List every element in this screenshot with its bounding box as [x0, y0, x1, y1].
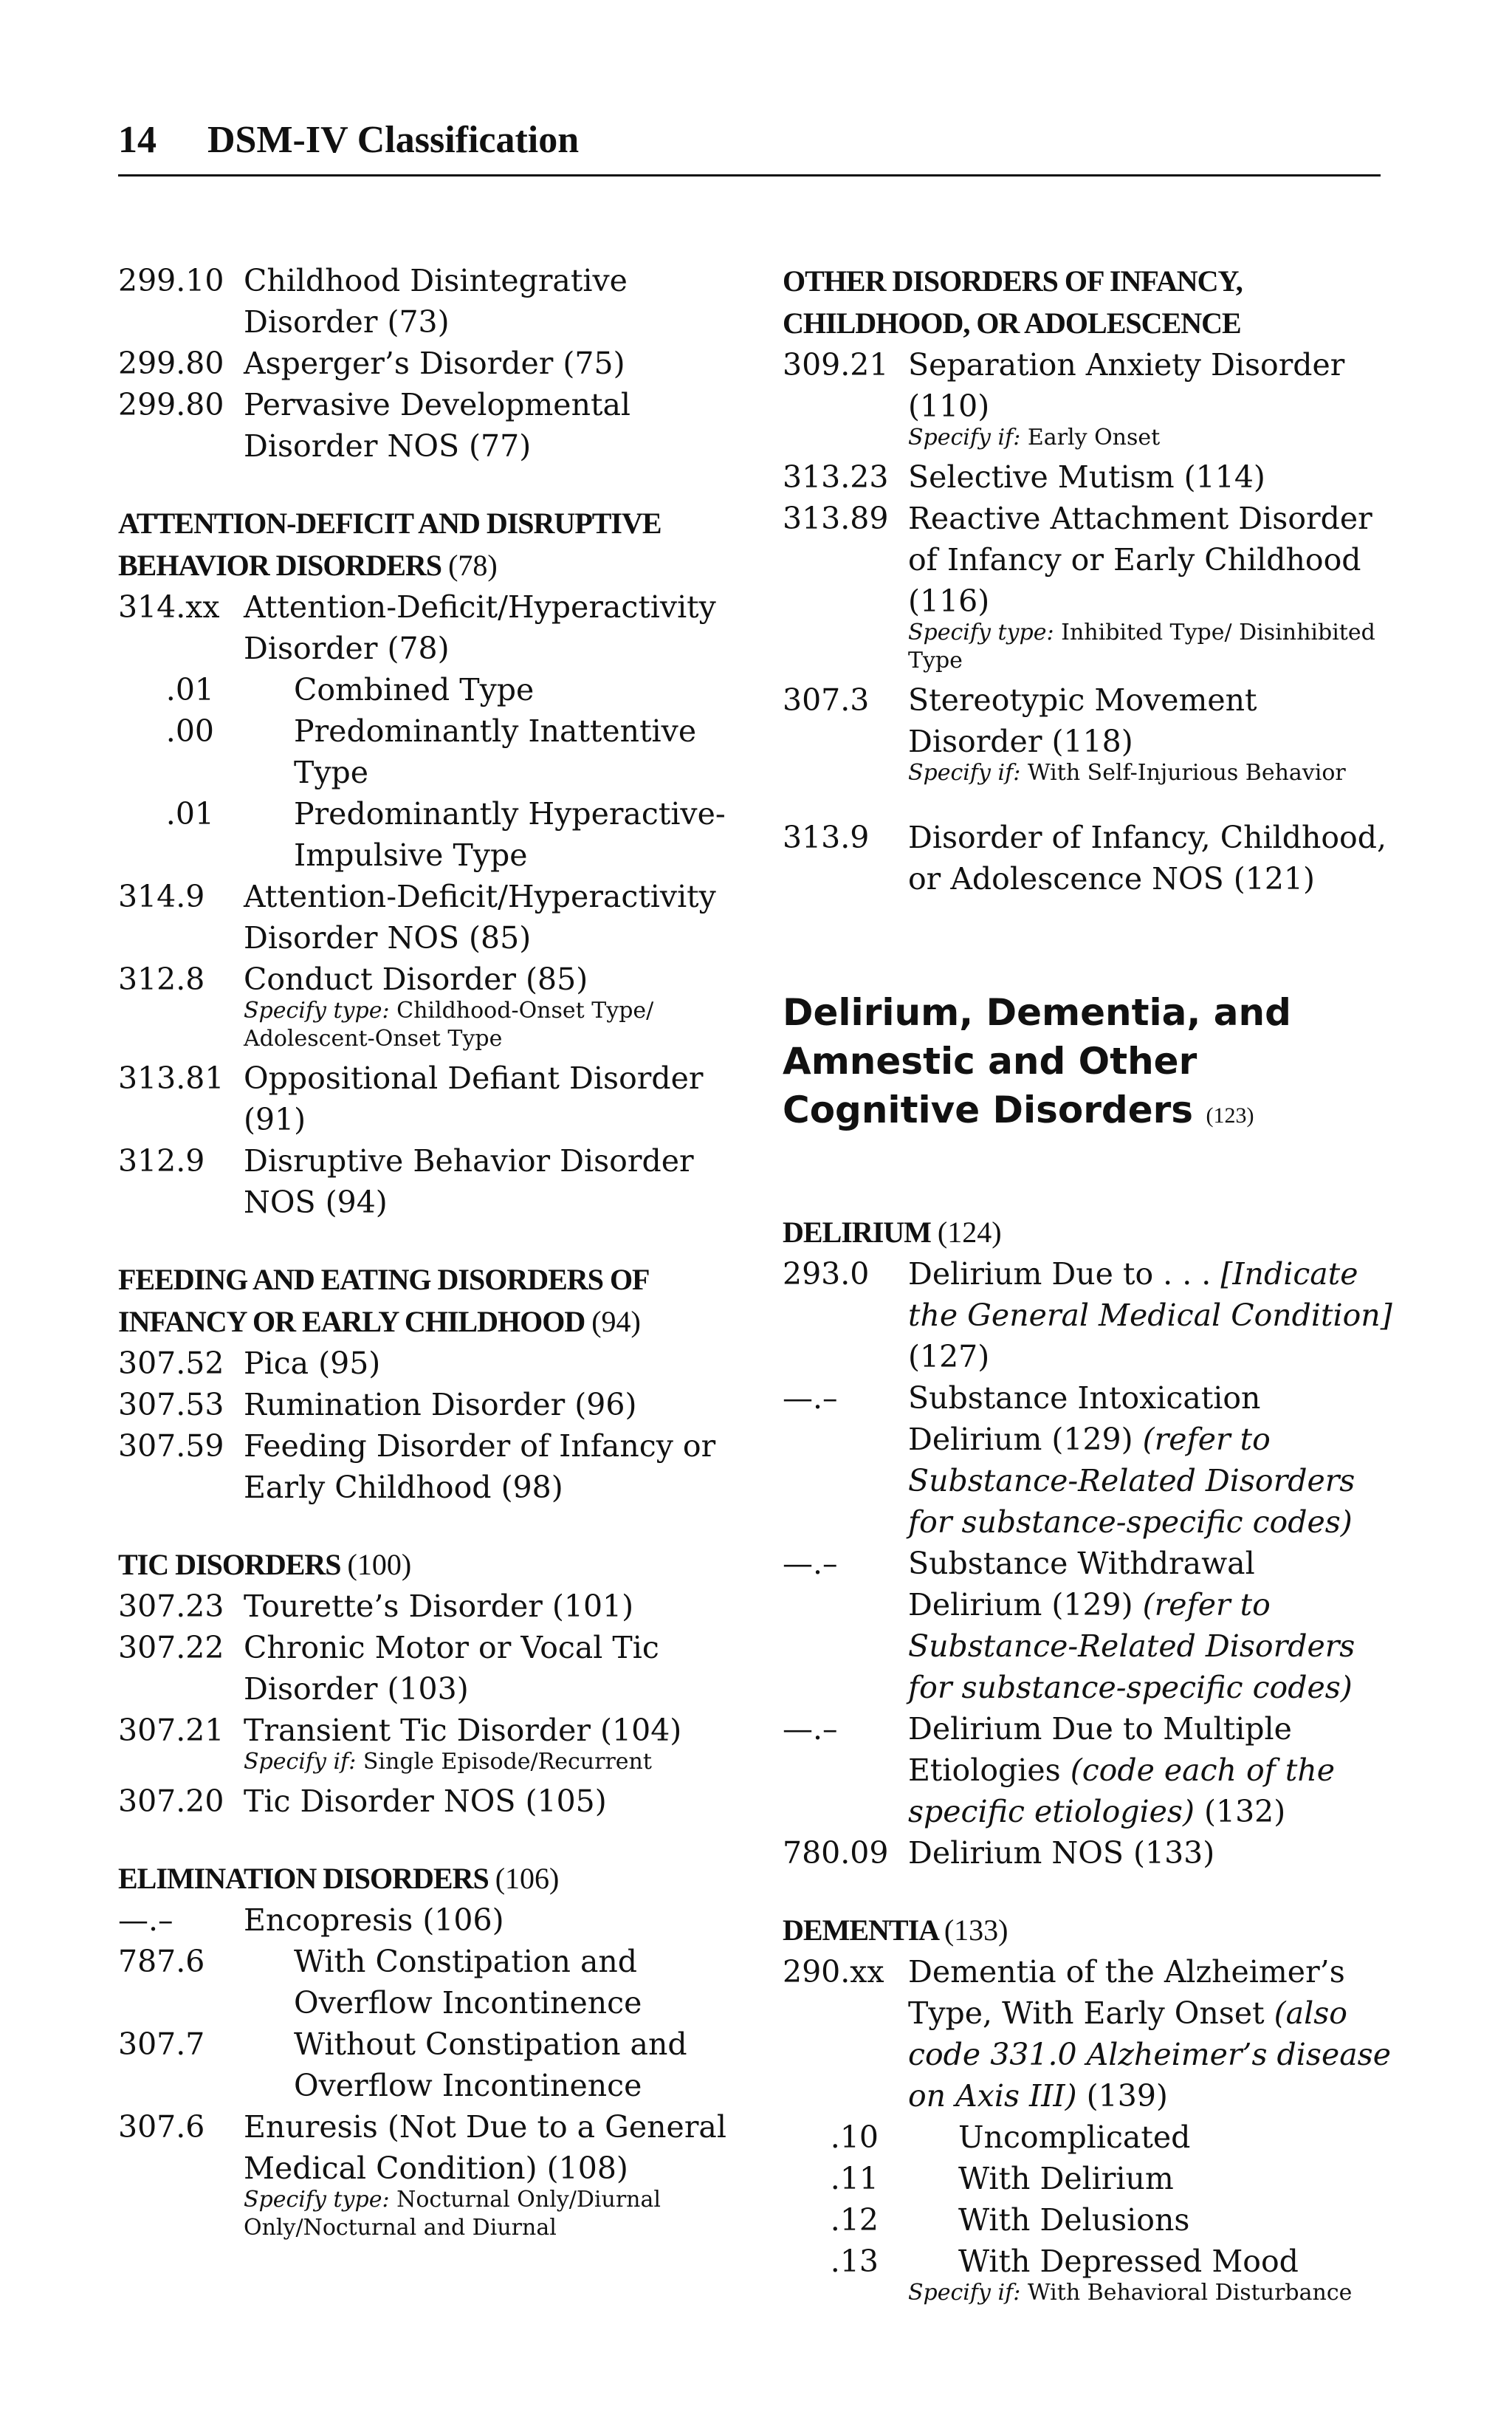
entry-row — [783, 1832, 1395, 1874]
section-pages: (106) — [495, 1862, 560, 1895]
diagnostic-code: 307.3 — [783, 682, 870, 718]
diagnosis-name: Oppositional Defiant Disorder (91) — [244, 1060, 704, 1137]
subtype-name: Without Constipation and Overflow Incontinence — [294, 2026, 687, 2103]
specifier-label: Specify type: — [244, 998, 390, 1024]
diagnosis-name: Tourette’s Disorder (101) — [244, 1589, 634, 1624]
diagnostic-code: 307.21 — [118, 1713, 224, 1748]
specifier-text: Single Episode/Recurrent — [362, 1749, 652, 1775]
entry-row — [783, 679, 1395, 762]
entry-row — [783, 1377, 1395, 1543]
entry-row — [783, 1708, 1395, 1832]
subtype-row — [783, 2158, 1395, 2199]
subtype-name: With Constipation and Overflow Incontinence — [294, 1944, 642, 2021]
section-pages: (78) — [448, 549, 498, 582]
section-heading-text: TIC DISORDERS — [118, 1548, 341, 1581]
diagnosis-name: Selective Mutism (114) — [908, 459, 1265, 495]
name-italic-note: [Indicate the General Medical Condition] — [908, 1256, 1392, 1333]
section-heading — [118, 1258, 746, 1343]
diagnostic-code: 307.22 — [118, 1630, 224, 1665]
entry-row — [118, 1425, 746, 1508]
name-text: Substance Intoxication Delirium (129) — [908, 1380, 1261, 1457]
subtype-code: .01 — [165, 796, 214, 832]
diagnosis-name: Conduct Disorder (85) — [244, 962, 588, 997]
section-tic — [118, 1543, 746, 1822]
subtype-row — [118, 793, 746, 876]
diagnosis-name: Encopresis (106) — [244, 1902, 504, 1938]
chapter-title: Delirium, Dementia, and Amnestic and Other Cognitive Disorders — [783, 991, 1291, 1131]
diagnostic-code: 313.81 — [118, 1060, 224, 1096]
diagnostic-code: 299.80 — [118, 387, 224, 422]
name-italic-note: (refer to Substance-Related Disorders for substance-specific codes) — [908, 1422, 1355, 1540]
diagnostic-code: 313.9 — [783, 820, 870, 855]
section-heading — [783, 1211, 1395, 1253]
entry-row — [783, 456, 1395, 498]
subtype-name: Predominantly Inattentive Type — [294, 713, 697, 790]
subtype-code: .01 — [165, 672, 214, 707]
specifier-note — [244, 1748, 746, 1776]
subtype-name: Uncomplicated — [958, 2120, 1191, 2155]
section-heading-text: ELIMINATION DISORDERS — [118, 1862, 489, 1895]
section-heading — [783, 1909, 1395, 1951]
diagnostic-code: 307.7 — [118, 2026, 205, 2062]
specifier-text: With Behavioral Disturbance — [1027, 2280, 1353, 2306]
diagnosis-name: Disorder of Infancy, Childhood, or Adolescence NOS (121) — [908, 820, 1387, 897]
section-other — [783, 260, 1395, 899]
diagnostic-code: 307.53 — [118, 1387, 224, 1422]
diagnosis-name: Separation Anxiety Disorder (110) — [908, 347, 1345, 424]
entry-row — [118, 1627, 746, 1710]
diagnostic-code: 312.9 — [118, 1143, 205, 1179]
specifier-label: Specify if: — [244, 1749, 357, 1775]
section-feeding — [118, 1258, 746, 1508]
name-text: Substance Withdrawal Delirium (129) — [908, 1546, 1255, 1622]
subtype-row — [118, 710, 746, 793]
running-title: DSM-IV Classification — [207, 119, 580, 161]
subtype-row — [783, 2199, 1395, 2241]
subtype-code: .12 — [830, 2202, 879, 2238]
entry-row — [783, 1253, 1395, 1377]
subtype-name: Predominantly Hyperactive-Impulsive Type — [294, 796, 726, 873]
specifier-label: Specify type: — [244, 2187, 390, 2213]
section-heading — [118, 502, 746, 586]
entry-row — [118, 1781, 746, 1822]
diagnosis-name: Attention-Deficit/Hyperactivity Disorder NOS (85) — [244, 879, 716, 956]
diagnosis-name: Childhood Disintegrative Disorder (73) — [244, 263, 628, 340]
diagnostic-code: 307.23 — [118, 1589, 224, 1624]
diagnostic-code: 787.6 — [118, 1944, 205, 1979]
specifier-label: Specify if: — [908, 760, 1021, 786]
subtype-name: With Delirium — [958, 2161, 1174, 2196]
entry-row — [118, 586, 746, 669]
diagnostic-code: 299.10 — [118, 263, 224, 298]
name-text: Delirium Due to Multiple Etiologies — [908, 1711, 1292, 1788]
specifier-text: Nocturnal Only/Diurnal Only/Nocturnal and Diurnal — [244, 2187, 661, 2241]
pdd-entries — [118, 260, 746, 467]
chapter-heading — [783, 988, 1395, 1140]
subtype-row — [118, 669, 746, 710]
diagnostic-code: 313.23 — [783, 459, 889, 495]
diagnosis-name: Feeding Disorder of Infancy or Early Childhood (98) — [244, 1428, 716, 1505]
diagnosis-name: Enuresis (Not Due to a General Medical Condition) (108) — [244, 2109, 726, 2186]
name-pages: (139) — [1076, 2078, 1168, 2114]
section-pages: (94) — [591, 1305, 641, 1338]
diagnosis-name: Attention-Deficit/Hyperactivity Disorder (78) — [244, 589, 716, 666]
diagnosis-name: Disruptive Behavior Disorder NOS (94) — [244, 1143, 694, 1220]
specifier-text: Childhood-Onset Type/ Adolescent-Onset Type — [244, 998, 654, 1052]
specifier-note — [244, 997, 746, 1053]
entry-row — [118, 1058, 746, 1140]
subtype-code: .13 — [830, 2244, 879, 2279]
entry-row — [118, 1343, 746, 1384]
diagnostic-code: 290.xx — [783, 1954, 884, 1990]
specifier-note — [908, 759, 1395, 787]
section-heading — [118, 1543, 746, 1586]
entry-row — [118, 1384, 746, 1425]
name-italic-note: (code each of the specific etiologies) — [908, 1752, 1336, 1829]
entry-row — [118, 1899, 746, 1941]
section-elimination — [118, 1857, 746, 2242]
name-pages: (132) — [1194, 1794, 1286, 1829]
diagnosis-name: Tic Disorder NOS (105) — [244, 1783, 607, 1819]
entry-row — [118, 260, 746, 343]
section-pages: (124) — [937, 1216, 1002, 1249]
entry-row — [118, 1941, 746, 2024]
subtype-name: With Delusions — [958, 2202, 1190, 2238]
entry-row — [118, 1140, 746, 1223]
diagnostic-code: 307.6 — [118, 2109, 205, 2145]
name-pages: (127) — [908, 1339, 990, 1374]
specifier-text: Inhibited Type/ Disinhibited Type — [908, 620, 1375, 674]
chapter-pages: (123) — [1206, 1103, 1254, 1128]
diagnostic-code: 307.20 — [118, 1783, 224, 1819]
diagnostic-code: —.– — [783, 1711, 838, 1747]
name-italic-note: (also code 331.0 Alzheimer’s disease on Axis III) — [908, 1995, 1391, 2114]
running-header — [118, 118, 1381, 177]
diagnosis-name — [908, 1708, 1395, 1832]
section-heading — [118, 1857, 746, 1899]
specifier-text: With Self-Injurious Behavior — [1027, 760, 1346, 786]
entry-row — [118, 1586, 746, 1627]
section-heading-text: ATTENTION-DEFICIT AND DISRUPTIVE BEHAVIOR DISORDERS — [118, 507, 662, 582]
diagnosis-name — [908, 1543, 1395, 1708]
name-text: Delirium Due to . . . — [908, 1256, 1221, 1292]
section-dementia — [783, 1909, 1395, 2307]
name-italic-note: (refer to Substance-Related Disorders for substance-specific codes) — [908, 1587, 1355, 1705]
diagnostic-code: 313.89 — [783, 501, 889, 536]
diagnosis-name: Chronic Motor or Vocal Tic Disorder (103) — [244, 1630, 659, 1707]
subtype-row — [783, 2117, 1395, 2158]
left-column — [118, 260, 746, 2247]
entry-row — [118, 2106, 746, 2189]
diagnosis-name — [908, 1377, 1395, 1543]
diagnosis-name: Delirium NOS (133) — [908, 1835, 1215, 1871]
diagnostic-code: —.– — [783, 1546, 838, 1581]
entry-row — [118, 1710, 746, 1751]
entry-row — [118, 343, 746, 384]
subtype-code: .11 — [830, 2161, 879, 2196]
diagnosis-name: Stereotypic Movement Disorder (118) — [908, 682, 1257, 759]
section-adhd — [118, 502, 746, 1223]
entry-row — [783, 498, 1395, 622]
diagnostic-code: —.– — [783, 1380, 838, 1416]
entry-row — [118, 2024, 746, 2106]
specifier-note — [244, 2186, 746, 2242]
page-number: 14 — [118, 119, 157, 161]
specifier-note — [908, 424, 1395, 452]
diagnostic-code: 309.21 — [783, 347, 889, 383]
subtype-name: With Depressed Mood — [958, 2244, 1299, 2279]
subtype-code: .00 — [165, 713, 214, 749]
section-pages: (100) — [347, 1548, 412, 1581]
diagnostic-code: 314.9 — [118, 879, 205, 914]
specifier-label: Specify type: — [908, 620, 1054, 645]
diagnosis-name: Pervasive Developmental Disorder NOS (77) — [244, 387, 631, 464]
specifier-note — [908, 619, 1395, 675]
diagnostic-code: 780.09 — [783, 1835, 889, 1871]
diagnostic-code: —.– — [118, 1902, 173, 1938]
diagnosis-name — [908, 1951, 1395, 2117]
section-heading-text: FEEDING AND EATING DISORDERS OF INFANCY OR EARLY CHILDHOOD — [118, 1263, 649, 1338]
section-heading-text: DEMENTIA — [783, 1913, 938, 1947]
subtype-row — [783, 2241, 1395, 2282]
diagnostic-code: 314.xx — [118, 589, 220, 625]
diagnosis-name: Rumination Disorder (96) — [244, 1387, 637, 1422]
entry-row — [783, 1543, 1395, 1708]
subtype-code: .10 — [830, 2120, 879, 2155]
diagnostic-code: 293.0 — [783, 1256, 870, 1292]
diagnosis-name — [908, 1253, 1395, 1377]
entry-row — [783, 344, 1395, 427]
right-column — [783, 260, 1395, 2312]
section-heading: OTHER DISORDERS OF INFANCY, CHILDHOOD, OR ADOLESCENCE — [783, 264, 1243, 340]
entry-row — [118, 384, 746, 467]
section-heading-text: DELIRIUM — [783, 1216, 931, 1249]
section-pages: (133) — [944, 1913, 1008, 1947]
section-delirium — [783, 1211, 1395, 1874]
diagnostic-code: 299.80 — [118, 346, 224, 381]
diagnostic-code: 307.52 — [118, 1346, 224, 1381]
specifier-text: Early Onset — [1027, 425, 1161, 450]
diagnosis-name: Transient Tic Disorder (104) — [244, 1713, 682, 1748]
subtype-name: Combined Type — [294, 672, 535, 707]
specifier-label: Specify if: — [908, 425, 1021, 450]
name-text: Dementia of the Alzheimer’s Type, With Early Onset — [908, 1954, 1345, 2031]
entry-row — [118, 959, 746, 1000]
specifier-note — [908, 2279, 1395, 2307]
diagnostic-code: 312.8 — [118, 962, 205, 997]
diagnosis-name: Asperger’s Disorder (75) — [244, 346, 625, 381]
specifier-label: Specify if: — [908, 2280, 1021, 2306]
diagnostic-code: 307.59 — [118, 1428, 224, 1464]
entry-row — [118, 876, 746, 959]
entry-row — [783, 817, 1395, 899]
entry-row — [783, 1951, 1395, 2117]
diagnosis-name: Reactive Attachment Disorder of Infancy or Early Childhood (116) — [908, 501, 1372, 619]
diagnosis-name: Pica (95) — [244, 1346, 381, 1381]
